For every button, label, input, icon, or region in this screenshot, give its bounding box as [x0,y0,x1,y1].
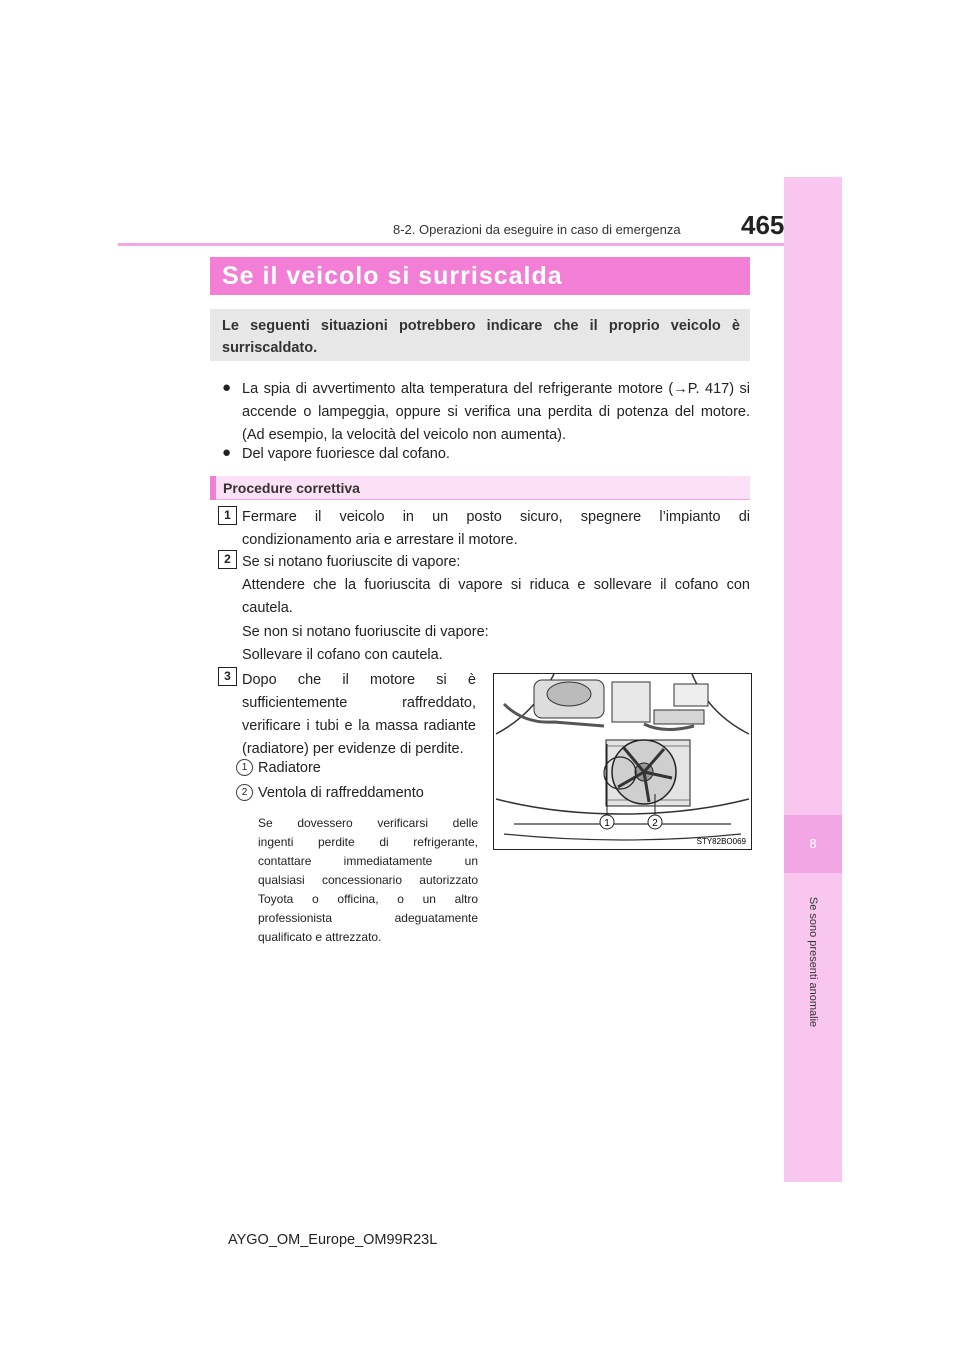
item-1-label: Radiatore [258,760,321,776]
step-1-text: Fermare il veicolo in un posto sicuro, spegnere l’impianto di condizionamento aria e arrestare il motore. [242,509,750,548]
section-header: 8-2. Operazioni da eseguire in caso di emergenza [393,222,681,237]
item-2-marker: 2 [236,784,253,801]
step-2-extra-text: Se non si notano fuoriuscite di vapore: Sollevare il cofano con cautela. [242,624,489,663]
bullet-dot: ● [222,379,232,396]
bullet-2-text: Del vapore fuoriesce dal cofano. [242,446,450,462]
step-1-marker: 1 [218,506,237,525]
page-title: Se il veicolo si surriscalda [222,262,563,290]
bullet-1-text: La spia di avvertimento alta temperatura del refrigerante motore (→P. 417) si accende o lampeggia, oppure si verifica una perdita di potenza del motore. (Ad esempio, la velocità del veicolo non aumenta). [242,381,750,443]
chapter-number: 8 [809,836,817,851]
step-3-marker: 3 [218,667,237,686]
step-2-marker: 2 [218,550,237,569]
intro-text: Le seguenti situazioni potrebbero indicare che il proprio veicolo è surriscaldato. [222,318,740,356]
step-3-text: Dopo che il motore si è sufficientemente raffreddato, verificare i tubi e la massa radiante (radiatore) per evidenze di perdite. [242,672,476,757]
chapter-label: Se sono presenti anomalie [807,896,819,1028]
document-id-footer: AYGO_OM_Europe_OM99R23L [228,1232,438,1248]
figure-code: STY82BO069 [696,837,746,846]
item-2-label: Ventola di raffreddamento [258,785,424,801]
engine-bay-figure [493,673,752,850]
note-text: Se dovessero verificarsi delle ingenti perdite di refrigerante, contattare immediatamente un qualsiasi concessionario autorizzato Toyota o officina, o un altro professionista adeguatamente qualificato e attrezzato. [258,816,478,944]
engine-bay-illustration [494,674,751,849]
procedure-heading-accent [210,476,216,500]
header-rule [118,243,784,246]
figure-callout-1: 1 [604,818,610,829]
item-1-marker: 1 [236,759,253,776]
procedure-heading: Procedure correttiva [223,480,360,496]
page-number: 465 [741,210,785,240]
figure-callout-2: 2 [652,818,658,829]
bullet-dot: ● [222,444,232,461]
step-2-text: Se si notano fuoriuscite di vapore: Attendere che la fuoriuscita di vapore si riduca e sollevare il cofano con cautela. [242,554,750,616]
